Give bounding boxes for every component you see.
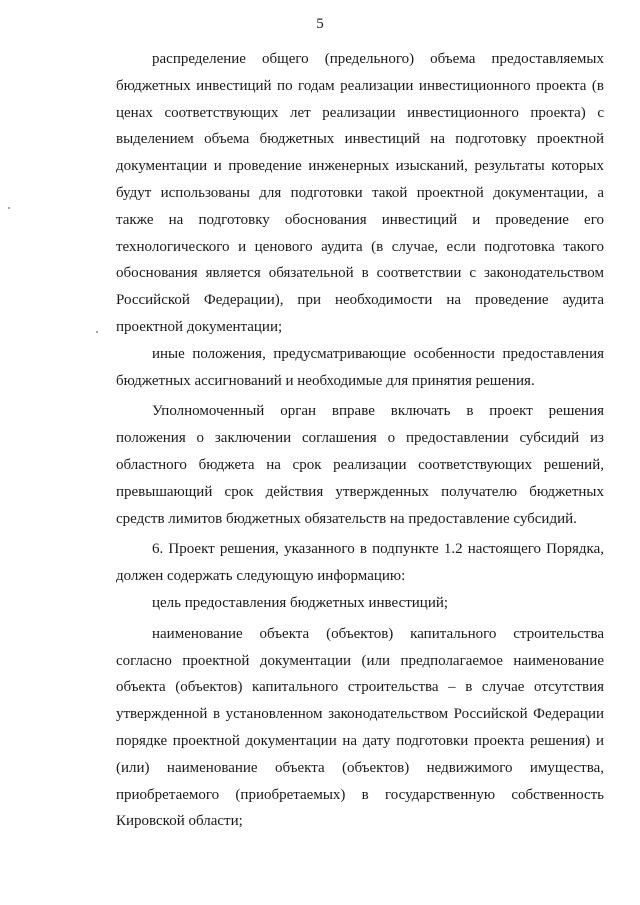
paragraph-budget-distribution: распределение общего (предельного) объема предоставляемых бюджетных инвестиций по годам реализации инвестиционного проекта (в ценах соответствующих лет реализации инвестиционного проекта) с выделением объема бюджетных инвестиций на подготовку проектной документации и проведение инженерных изысканий, результаты которых будут использованы для подготовки такой проектной документации, а также на подготовку обоснования инвестиций и проведение его технологического и ценового аудита (в случае, если подготовка такого обоснования является обязательной в соответствии с законодательством Российской Федерации), при необходимости на проведение аудита проектной документации; xyxy=(116,51,604,335)
paragraph-item-6: 6. Проект решения, указанного в подпункте 1.2 настоящего Порядка, должен содержать следующую информацию: xyxy=(116,541,604,585)
paragraph-authorized-body: Уполномоченный орган вправе включать в проект решения положения о заключении соглашения о предоставлении субсидий из областного бюджета на срок реализации соответствующих решений, превышающий срок действия утвержденных получателю бюджетных средств лимитов бюджетных обязательств на предоставление субсидий. xyxy=(116,403,604,527)
paragraph-investment-goal: цель предоставления бюджетных инвестиций; xyxy=(152,594,449,611)
scan-speck xyxy=(96,331,98,333)
paragraph-object-name: наименование объекта (объектов) капитального строительства согласно проектной документации (или предполагаемое наименование объекта (объектов) капитального строительства – в случае отсутствия утвержденной в установленном законодательством Российской Федерации порядке проектной документации на дату подготовки проекта решения) и (или) наименование объекта (объектов) недвижимого имущества, приобретаемого (приобретаемых) в государственную собственность Кировской области; xyxy=(116,625,604,830)
page-number: 5 xyxy=(316,16,324,32)
paragraph-other-provisions: иные положения, предусматривающие особенности предоставления бюджетных ассигнований и необходимые для принятия решения. xyxy=(116,345,604,389)
document-body xyxy=(116,46,604,835)
scan-speck xyxy=(8,207,10,209)
